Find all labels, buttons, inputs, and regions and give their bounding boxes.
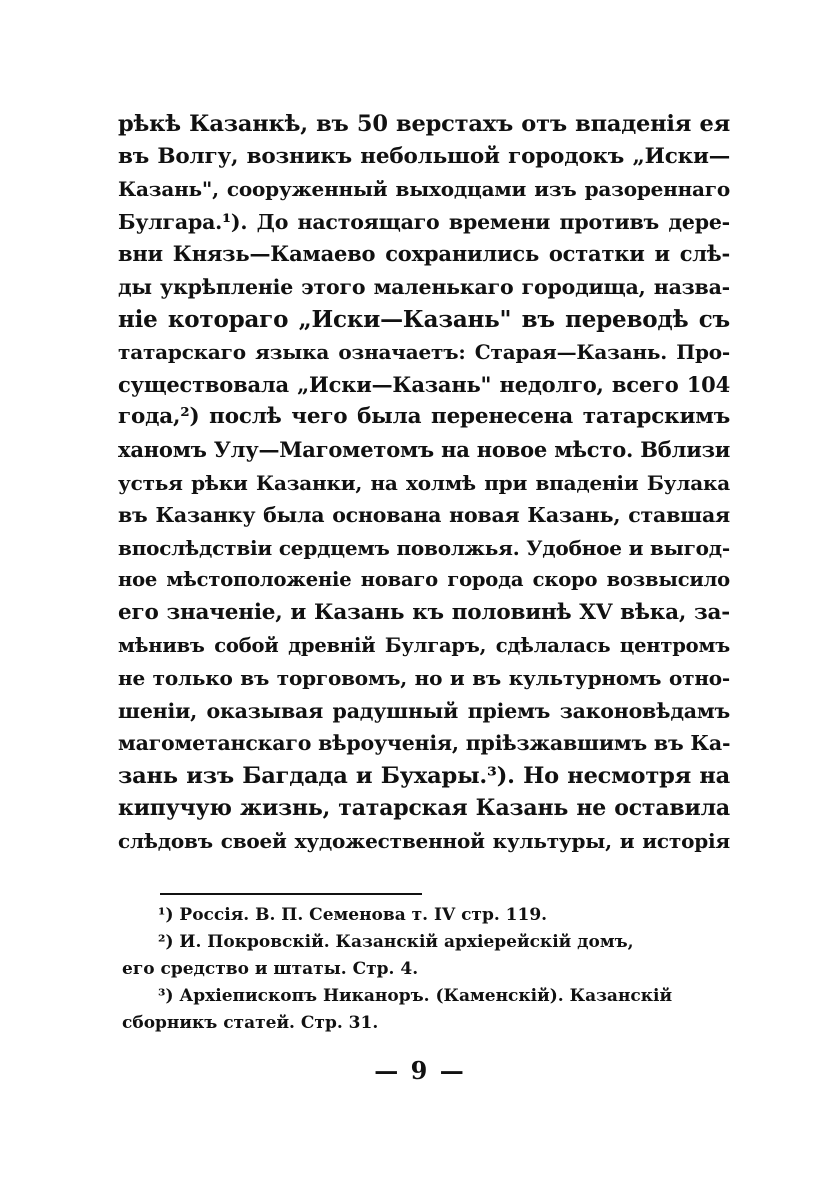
- text-line: въ Казанку была основана новая Казань, ставшая: [118, 503, 730, 528]
- footnotes: [118, 902, 730, 1037]
- text-line: Казань", сооруженный выходцами изъ разореннаго: [118, 177, 730, 202]
- text-line: впослѣдствіи сердцемъ поволжья. Удобное и выгод-: [118, 535, 730, 560]
- text-line: его значеніе, и Казань къ половинѣ XV вѣка, за-: [118, 599, 730, 625]
- text-line: зань изъ Багдада и Бухары.³). Но несмотря на: [118, 762, 730, 789]
- text-line: рѣкѣ Казанкѣ, въ 50 верстахъ отъ впаденія ея: [118, 111, 730, 137]
- text-line: слѣдовъ своей художественной культуры, и исторія: [118, 829, 730, 854]
- text-line: вни Князь—Камаево сохранились остатки и слѣ-: [118, 241, 730, 267]
- footnote-1: ¹) Россія. В. П. Семенова т. IV стр. 119.: [158, 905, 548, 925]
- text-line: ніе котораго „Иски—Казань" въ переводѣ съ: [118, 305, 730, 333]
- text-line: устья рѣки Казанки, на холмѣ при впаденіи Булака: [118, 470, 730, 495]
- text-line: въ Волгу, возникъ небольшой городокъ „Иски—: [118, 143, 730, 169]
- text-line: кипучую жизнь, татарская Казань не оставила: [118, 795, 730, 822]
- text-line: ды укрѣпленіе этого маленькаго городища, назва-: [118, 274, 730, 299]
- text-line: мѣнивъ собой древній Булгаръ, сдѣлалась центромъ: [118, 633, 730, 657]
- text-line: ное мѣстоположеніе новаго города скоро возвысило: [118, 568, 730, 592]
- text-line: татарскаго языка означаетъ: Старая—Казань. Про-: [118, 340, 730, 365]
- footnote-2-continuation: его средство и штаты. Стр. 4.: [122, 959, 419, 979]
- footnote-separator: [160, 893, 422, 895]
- text-line: магометанскаго вѣроученія, пріѣзжавшимъ въ Ка-: [118, 731, 731, 756]
- text-line: шеніи, оказывая радушный пріемъ законовѣдамъ: [118, 698, 730, 723]
- page-number: — 9 —: [374, 1056, 466, 1085]
- text-line: не только въ торговомъ, но и въ культурномъ отно-: [118, 666, 730, 691]
- text-line: Булгара.¹). До настоящаго времени противъ дере-: [118, 209, 730, 234]
- footnote-3: ³) Архіепископъ Никаноръ. (Каменскій). Казанскій: [158, 986, 673, 1006]
- text-line: существовала „Иски—Казань" недолго, всего 104: [118, 371, 730, 397]
- main-text-block: [118, 108, 730, 858]
- footnote-3-continuation: сборникъ статей. Стр. 31.: [122, 1013, 379, 1033]
- text-line: ханомъ Улу—Магометомъ на новое мѣсто. Вблизи: [118, 436, 731, 462]
- footnote-2: ²) И. Покровскій. Казанскій архіерейскій домъ,: [158, 932, 634, 952]
- text-line: года,²) послѣ чего была перенесена татарскимъ: [118, 404, 730, 430]
